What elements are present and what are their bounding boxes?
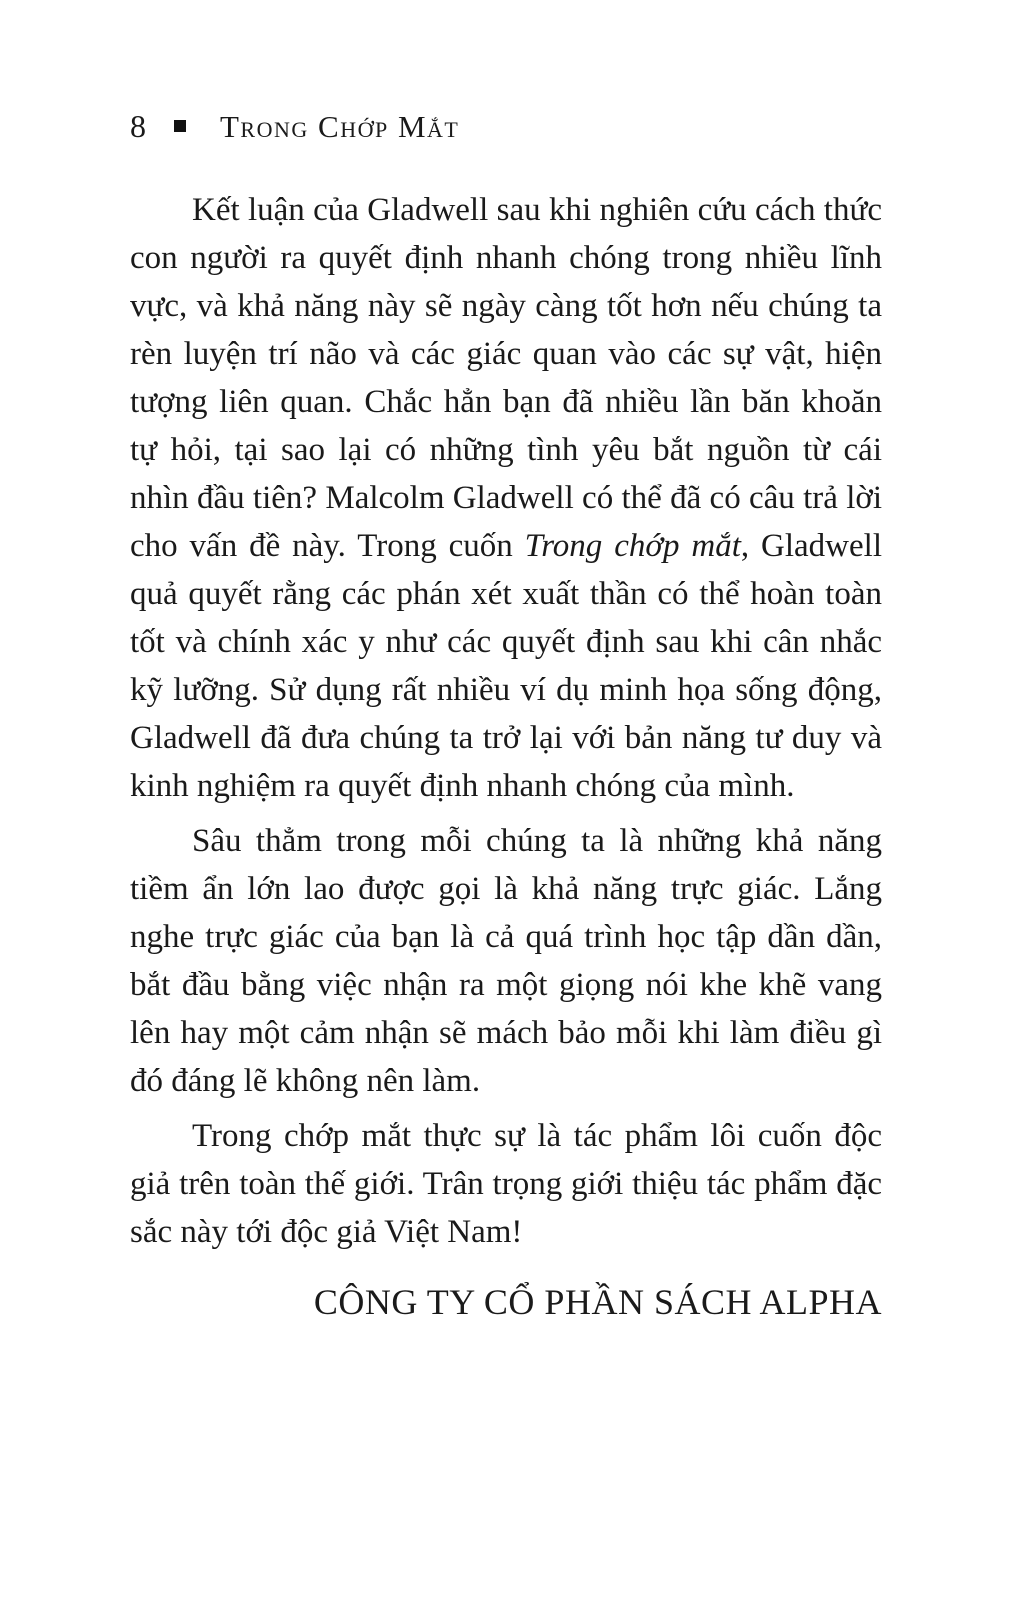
publisher-signature: CÔNG TY CỔ PHẦN SÁCH ALPHA <box>313 1282 882 1322</box>
book-title-italic: Trong chớp mắt <box>524 528 741 564</box>
paragraph-1-text-before: Kết luận của Gladwell sau khi nghiên cứu cách thức con người ra quyết định nhanh chóng trong nhiều lĩnh vực, và khả năng này sẽ ngày càng tốt hơn nếu chúng ta rèn luyện trí não và các giác quan vào các sự vật, hiện tượng liên quan. Chắc hẳn bạn đã nhiều lần băn khoăn tự hỏi, tại sao lại có những tình yêu bắt nguồn từ cái nhìn đầu tiên? Malcolm Gladwell có thể đã có câu trả lời cho vấn đề này. Trong cuốn <box>130 192 882 564</box>
running-header <box>130 106 882 146</box>
page-body <box>130 186 882 1326</box>
paragraph-1-text-after: , Gladwell quả quyết rằng các phán xét xuất thần có thể hoàn toàn tốt và chính xác y như các quyết định sau khi cân nhắc kỹ lưỡng. Sử dụng rất nhiều ví dụ minh họa sống động, Gladwell đã đưa chúng ta trở lại với bản năng tư duy và kinh nghiệm ra quyết định nhanh chóng của mình. <box>130 528 882 804</box>
paragraph-1 <box>130 186 882 810</box>
page-number: 8 <box>130 108 146 144</box>
paragraph-2: Sâu thẳm trong mỗi chúng ta là những khả năng tiềm ẩn lớn lao được gọi là khả năng trực giác. Lắng nghe trực giác của bạn là cả quá trình học tập dần dần, bắt đầu bằng việc nhận ra một giọng nói khe khẽ vang lên hay một cảm nhận sẽ mách bảo mỗi khi làm điều gì đó đáng lẽ không nên làm. <box>130 823 882 1099</box>
running-title: Trong Chớp Mắt <box>220 108 460 144</box>
square-separator-icon <box>174 120 186 132</box>
paragraph-3: Trong chớp mắt thực sự là tác phẩm lôi cuốn độc giả trên toàn thế giới. Trân trọng giới thiệu tác phẩm đặc sắc này tới độc giả Việt Nam! <box>130 1118 882 1250</box>
